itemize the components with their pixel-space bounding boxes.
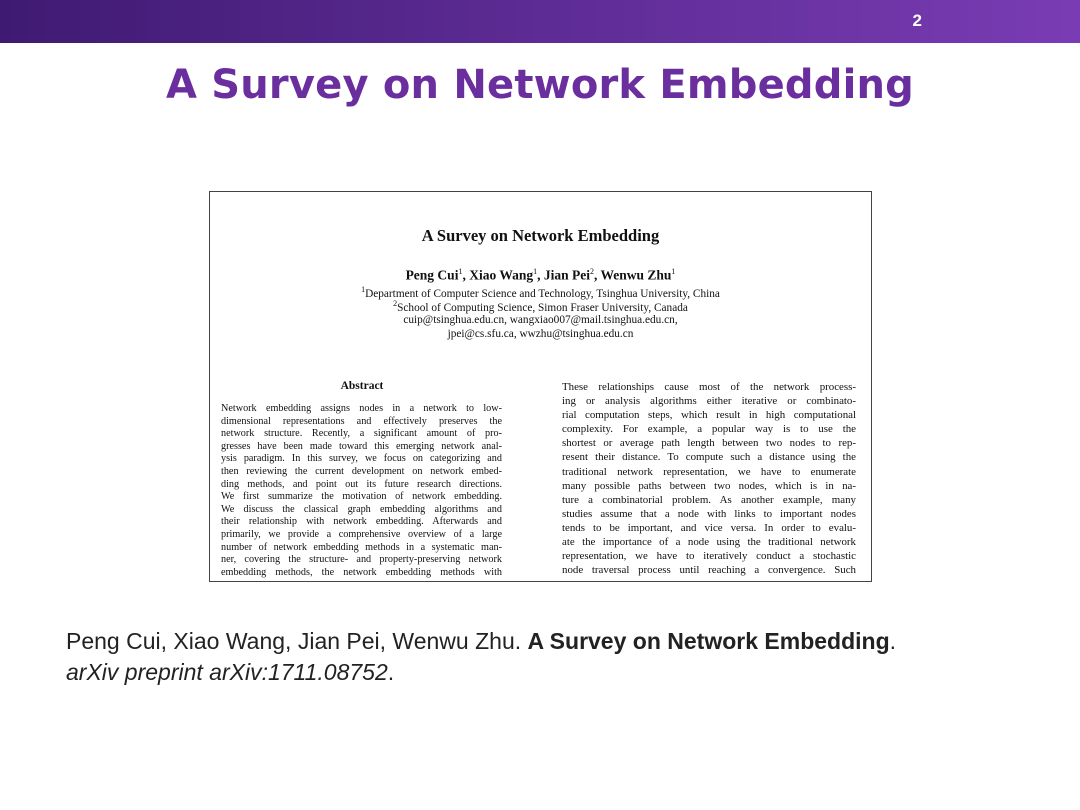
- text-line: ner, covering the structure- and property-preserving network: [221, 554, 502, 566]
- text-line: representation, we have to iteratively conduct a stochastic: [562, 550, 856, 563]
- text-line: ding methods, and point out its future research directions.: [221, 478, 502, 490]
- author-name: Jian Pei: [543, 267, 590, 283]
- text-line: Network embedding assigns nodes in a network to low-: [221, 403, 502, 414]
- text-line: number of network embedding methods in a systematic man-: [221, 541, 502, 553]
- text-line: We discuss the classical graph embedding algorithms and: [221, 503, 502, 515]
- citation: Peng Cui, Xiao Wang, Jian Pei, Wenwu Zhu. A Survey on Network Embedding. arXiv preprint arXiv:1711.08752.: [66, 628, 897, 685]
- text-line: many possible paths between two nodes, which is in na-: [562, 479, 856, 492]
- author-name: Wenwu Zhu: [600, 267, 672, 283]
- paper-title: A Survey on Network Embedding: [421, 226, 660, 245]
- text-line: ysis paradigm. In this survey, we focus on categorizing and: [221, 453, 502, 465]
- affiliation-1: $^1$Department of Computer Science and Technology, Tsinghua University, China: [361, 285, 720, 300]
- citation-venue: arXiv preprint arXiv:1711.08752: [66, 659, 388, 685]
- text-line: traditional network representation, we have to enumerate: [562, 465, 856, 478]
- text-line: rial computation steps, which result in high computational: [562, 409, 856, 422]
- emails-line-1: cuip@tsinghua.edu.cn, wangxiao007@mail.tsinghua.edu.cn,: [403, 314, 678, 326]
- text-line: ing or analysis algorithms either iterative or combinato-: [562, 395, 856, 408]
- author-name: Xiao Wang: [469, 267, 534, 283]
- intro-column: [562, 380, 856, 577]
- text-line: primarily, we provide a comprehensive overview of a large: [221, 528, 502, 540]
- text-line: complexity. For example, a popular way is to use the: [562, 423, 856, 436]
- paper-authors: Peng Cui$^1$, Xiao Wang$^1$, Jian Pei$^2$, Wenwu Zhu$^1$: [405, 267, 676, 283]
- text-line: dimensional representations and effectively preserves the: [221, 415, 502, 427]
- slide-title: A Survey on Network Embedding: [165, 62, 915, 108]
- citation-authors: Peng Cui, Xiao Wang, Jian Pei, Wenwu Zhu.: [66, 628, 528, 654]
- text-line: ate the importance of a node using the traditional network: [562, 536, 856, 549]
- paper-screenshot: [209, 191, 872, 582]
- affiliation-2: $^2$School of Computing Science, Simon Fraser University, Canada: [393, 299, 688, 314]
- author-name: Peng Cui: [405, 267, 459, 283]
- text-line: node traversal process until reaching a convergence. Such: [562, 564, 856, 577]
- abstract-body: [221, 403, 502, 579]
- text-line: We first summarize the motivation of network embedding.: [221, 491, 502, 503]
- text-line: embedding methods, the network embedding methods with: [221, 566, 502, 578]
- text-line: studies assume that a node with links to important nodes: [562, 507, 856, 520]
- text-line: gresses have been made toward this emerging network anal-: [221, 440, 502, 452]
- abstract-heading: Abstract: [340, 380, 384, 392]
- page-number: 2: [912, 11, 922, 30]
- text-line: ture a combinatorial problem. As another example, many: [562, 493, 856, 506]
- citation-title: A Survey on Network Embedding: [527, 628, 890, 654]
- text-line: network structure. Recently, a significant amount of pro-: [221, 428, 502, 440]
- text-line: resent their distance. To compute such a distance using the: [562, 451, 856, 464]
- text-line: These relationships cause most of the network process-: [562, 381, 856, 393]
- text-line: tends to be important, and vice versa. In order to evalu-: [562, 521, 856, 534]
- text-line: their relationship with network embedding. Afterwards and: [221, 516, 502, 528]
- text-line: shortest or average path length between two nodes to rep-: [562, 437, 856, 450]
- emails-line-2: jpei@cs.sfu.ca, wwzhu@tsinghua.edu.cn: [447, 328, 634, 340]
- text-line: then reviewing the current development on network embed-: [221, 465, 502, 477]
- header-bar: [0, 0, 1080, 43]
